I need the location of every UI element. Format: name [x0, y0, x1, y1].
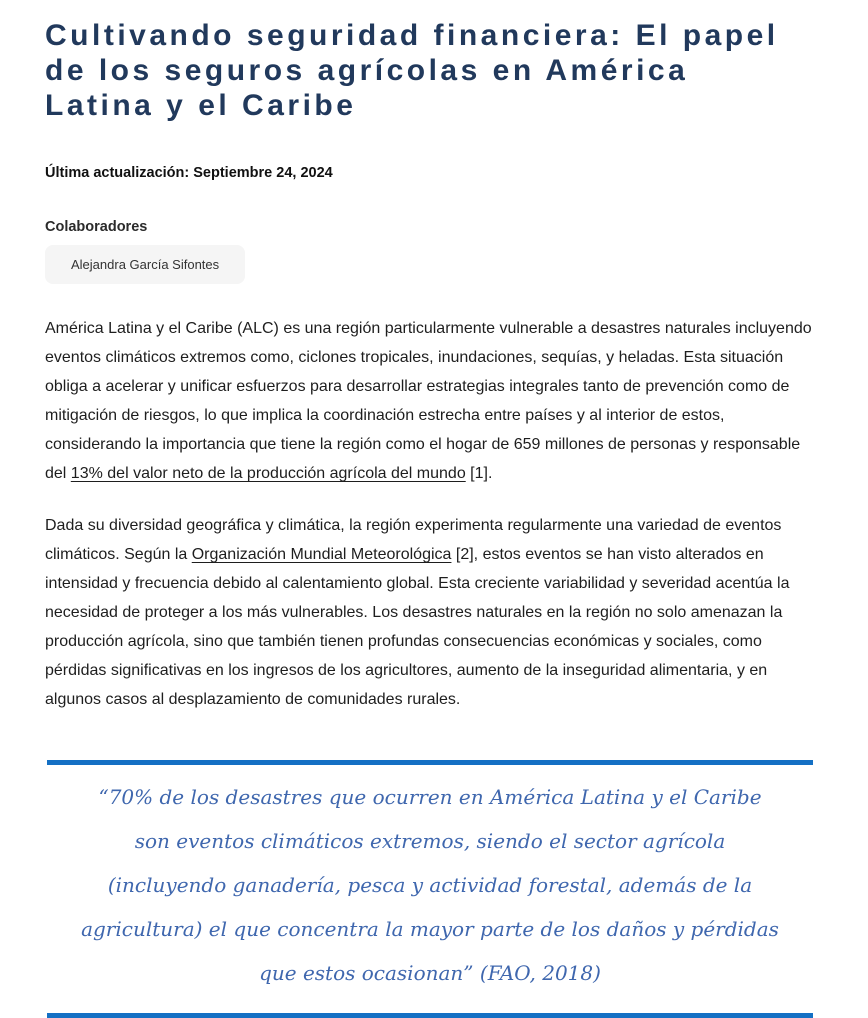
body-text: América Latina y el Caribe (ALC) es una región particularmente vulnerable a desastres naturales incluyendo eventos climáticos extremos como, ciclones tropicales, inundaciones, sequías, y heladas. Esta situación obliga a acelerar y unificar esfuerzos para desarrollar estrategias integrales tanto de prevención como de mitigación de riesgos, lo que implica la coordinación estrecha entre países y al interior de estos, considerando la importancia que tiene la región como el hogar de 659 millones de personas y responsable del [45, 320, 812, 482]
contributor-chip[interactable]: Alejandra García Sifontes [45, 245, 245, 284]
inline-link[interactable]: 13% del valor neto de la producción agrícola del mundo [70, 465, 466, 482]
body-paragraph [45, 314, 823, 488]
article-body [45, 314, 823, 714]
quote-block [47, 760, 813, 1018]
body-text: [2], estos eventos se han visto alterados en intensidad y frecuencia debido al calentamiento global. Esta creciente variabilidad y severidad acentúa la necesidad de proteger a los más vulnerables. Los desastres naturales en la región no solo amenazan la producción agrícola, sino que también tienen profundas consecuencias económicas y sociales, como pérdidas significativas en los ingresos de los agricultores, aumento de la inseguridad alimentaria, y en algunos casos al desplazamiento de comunidades rurales. [45, 546, 790, 708]
inline-link[interactable]: Organización Mundial Meteorológica [191, 546, 452, 563]
contributors-label: Colaboradores [45, 219, 148, 235]
body-text: Dada su diversidad geográfica y climática, la región experimenta regularmente una variedad de eventos climáticos. Según la [45, 517, 782, 563]
body-paragraph [45, 511, 823, 714]
quote-text: “70% de los desastres que ocurren en América Latina y el Caribe son eventos climáticos extremos, siendo el sector agrícola (incluyendo ganadería, pesca y actividad forestal, además de la agricultura) el que concentra la mayor parte de los daños y pérdidas que estos ocasionan” (FAO, 2018) [81, 785, 779, 985]
last-updated: Última actualización: Septiembre 24, 2024 [45, 165, 333, 181]
page-title: Cultivando seguridad financiera: El papel de los seguros agrícolas en América Latina y el Caribe [45, 19, 779, 122]
body-text: [1]. [465, 465, 493, 482]
contributors-list [45, 245, 823, 284]
contributors-section [45, 219, 823, 284]
